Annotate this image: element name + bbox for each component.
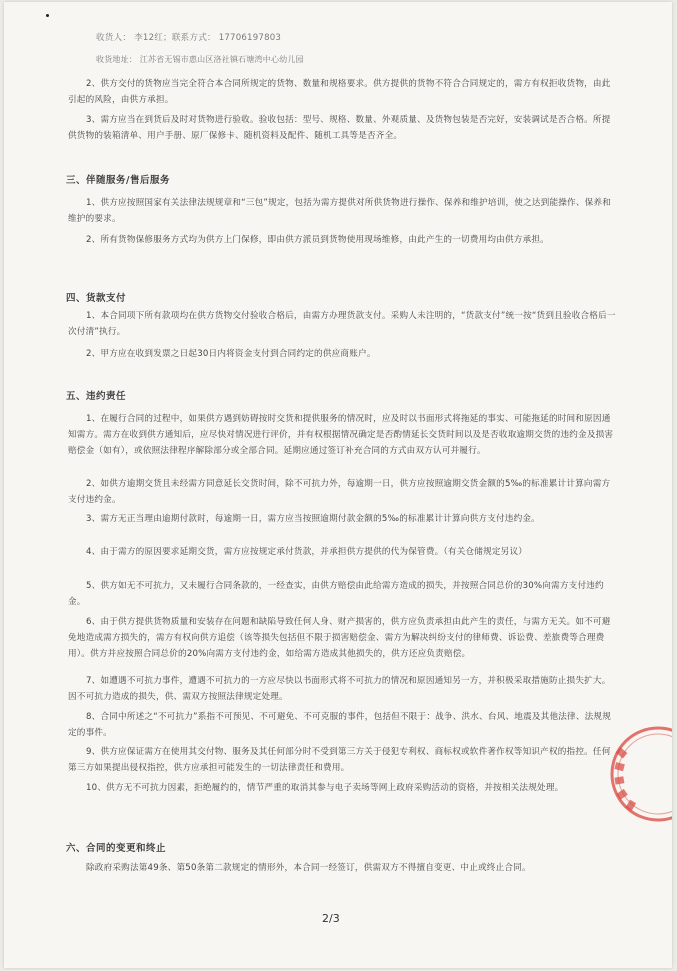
ink-dot [46,14,49,17]
clause-liability-8: 8、合同中所述之“不可抗力”系指不可预见、不可避免、不可克服的事件，包括但不限于：战争、洪水、台风、地震及其他法律、法规规定的事件。 [68,712,612,738]
clause-service-1: 1、供方应按照国家有关法律法规规章和“三包”规定，包括为需方提供对所供货物进行操作、保养和维护培训，使之达到能操作、保养和维护的要求。 [68,198,612,224]
clause-liability-2: 2、如供方逾期交货且未经需方同意延长交货时间，除不可抗力外，每逾期一日，供方应按照逾期交货金额的5‰的标准累计计算向需方支付违约金。 [68,479,611,505]
clause-payment-2: 2、甲方应在收到发票之日起30日内将资金支付到合同约定的供应商账户。 [86,349,376,359]
document-page [4,2,672,968]
clause-liability-9: 9、供方应保证需方在使用其交付物、服务及其任何部分时不受到第三方关于侵犯专利权、商标权或软件著作权等知识产权的指控。任何第三方如果提出侵权指控，供方应承担可能发生的一切法律责任和费用。 [68,747,611,773]
clause-liability-10: 10、供方无不可抗力因素，拒绝履约的，情节严重的取消其参与电子卖场等网上政府采购活动的资格，并按相关法规处理。 [86,783,564,793]
red-seal-stamp [610,719,672,829]
clause-change-1: 除政府采购法第49条、第50条第二款规定的情形外，本合同一经签订，供需双方不得擅自变更、中止或终止合同。 [86,863,531,873]
clause-delivery-3: 3、需方应当在到货后及时对货物进行验收。验收包括：型号、规格、数量、外观质量、及货物包装是否完好，安装调试是否合格。所提供货物的装箱清单、用户手册、原厂保修卡、随机资料及配件、随机工具等是否齐全。 [68,115,611,141]
clause-delivery-2: 2、供方交付的货物应当完全符合本合同所规定的货物、数量和规格要求。供方提供的货物不符合合同规定的，需方有权拒收货物，由此引起的风险，由供方承担。 [68,79,611,105]
clause-liability-5: 5、供方如无不可抗力，又未履行合同条款的，一经查实，由供方赔偿由此给需方造成的损失，并按照合同总价的30%向需方支付违约金。 [68,581,604,607]
section-heading-liability: 五、违约责任 [66,391,127,402]
section-heading-payment: 四、货款支付 [66,293,127,304]
clause-liability-6: 6、由于供方提供货物质量和安装存在问题和缺陷导致任何人身、财产损害的，供方应负责承担由此产生的责任，与需方无关。如不可避免地造成需方损失的，需方有权向供方追偿（该等损失包括但不限于损害赔偿金、需方为解决纠纷支付的律师费、诉讼费、差旅费等合理费用）。供方并应按照合同总价的20%向需方支付违约金，如给需方造成其他损失的，供方还应负责赔偿。 [68,617,611,659]
page-number: 2/3 [322,912,340,925]
section-heading-after-sales: 三、伴随服务/售后服务 [66,175,170,186]
consignee-contact-line: 收货人： 李12红；联系方式： 17706197803 [96,33,282,43]
clause-liability-4: 4、由于需方的原因要求延期交货，需方应按规定承付货款，并承担供方提供的代为保管费。（有关仓储规定另议） [86,547,528,557]
section-heading-change-termination: 六、合同的变更和终止 [66,843,167,854]
clause-service-2: 2、所有货物保修服务方式均为供方上门保修，即由供方派员到货物使用现场维修，由此产生的一切费用均由供方承担。 [86,235,549,245]
clause-liability-3: 3、需方无正当理由逾期付款时，每逾期一日，需方应当按照逾期付款金额的5‰的标准累计计算向供方支付违约金。 [86,514,540,524]
clause-liability-1: 1、在履行合同的过程中，如果供方遇到妨碍按时交货和提供服务的情况时，应及时以书面形式将拖延的事实、可能拖延的时间和原因通知需方。需方在收到供方通知后，应尽快对情况进行评价，并有权根据情况确定是否酌情延长交货时间以及是否收取逾期交货的违约金及损害赔偿金（如有），或依照法律程序解除部分或全部合同。延期应通过签订补充合同的方式由双方认可并履行。 [68,414,614,456]
clause-liability-7: 7、如遭遇不可抗力事件，遭遇不可抗力的一方应尽快以书面形式将不可抗力的情况和原因通知另一方，并积极采取措施防止损失扩大。因不可抗力造成的损失，供、需双方按照法律规定处理。 [68,676,611,702]
clause-payment-1: 1、本合同项下所有款项均在供方货物交付验收合格后，由需方办理货款支付。采购人未注明的，“货款支付”统一按“货到且验收合格后一次付清”执行。 [68,311,616,337]
consignee-address-line: 收货地址： 江苏省无锡市惠山区洛社镇石塘湾中心幼儿园 [96,55,304,64]
